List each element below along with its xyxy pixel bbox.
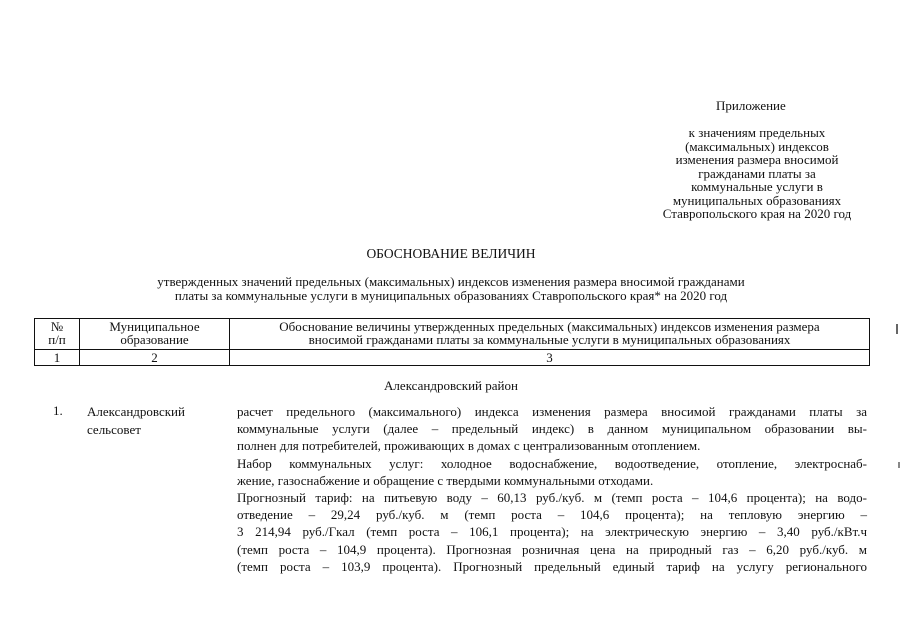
document-subheading <box>0 275 902 302</box>
municipality-line: Александровский <box>87 404 185 419</box>
district-title: Александровский район <box>384 378 518 393</box>
text-line: 3 214,94 руб./Гкал (темп роста – 106,1 процента); на электрическую энергию – 3,40 руб./кВт.ч <box>237 524 867 540</box>
appendix-note-line: коммунальные услуги в <box>691 179 823 194</box>
text-line: Набор коммунальных услуг: холодное водоснабжение, водоотведение, отопление, электроснаб- <box>237 455 867 471</box>
appendix-note-line: (максимальных) индексов <box>685 138 829 154</box>
row-rationale-text <box>237 403 867 575</box>
appendix-title: Приложение <box>716 98 786 113</box>
text-line: (темп роста – 103,9 процента). Прогнозный предельный единый тариф на услугу регионального <box>237 558 867 574</box>
appendix-note-line: изменения размера вносимой <box>675 152 839 167</box>
header-num-line: № <box>50 319 64 334</box>
column-number-row <box>35 350 870 366</box>
header-rationale-line: Обоснование величины утвержденных предельных (максимальных) индексов изменения размера <box>279 319 820 334</box>
appendix-note-line: гражданами платы за <box>698 165 816 181</box>
column-number: 2 <box>80 350 230 366</box>
text-line: отведение – 29,24 руб./куб. м (темп роста – 104,6 процента); на тепловую энергию – <box>237 507 867 523</box>
header-rationale-line: вносимой гражданами платы за коммунальные услуги в муниципальных образованиях <box>308 332 791 347</box>
header-num-line: п/п <box>48 332 66 347</box>
text-line: (темп роста – 104,9 процента). Прогнозная розничная цена на природный газ – 6,20 руб./куб. м <box>237 541 867 557</box>
column-number: 3 <box>230 350 870 366</box>
header-municipality-line: Муниципальное <box>109 319 200 334</box>
appendix-note <box>640 126 874 221</box>
text-line: полнен для потребителей, проживающих в домах с централизованным отоплением. <box>237 438 701 454</box>
header-cell-municipality <box>80 319 230 350</box>
scan-mark <box>896 324 898 334</box>
subheading-line: утвержденных значений предельных (максимальных) индексов изменения размера вносимой гражданами <box>157 274 745 289</box>
scan-mark <box>898 462 900 468</box>
row-municipality <box>87 403 185 439</box>
column-number: 1 <box>35 350 80 366</box>
appendix-note-line: Ставропольского края на 2020 год <box>662 206 852 221</box>
text-line: расчет предельного (максимального) индекса изменения размера вносимой гражданами платы за <box>237 404 867 419</box>
text-line: жение, газоснабжение и обращение с твердыми коммунальными отходами. <box>237 472 654 488</box>
municipality-line: сельсовет <box>87 422 141 437</box>
table-header-row <box>35 319 870 350</box>
header-cell-rationale <box>230 319 870 350</box>
header-municipality-line: образование <box>120 332 189 347</box>
text-line: коммунальные услуги (далее – предельный индекс) в данном муниципальном образовании вы- <box>237 421 867 437</box>
appendix-note-line: к значениям предельных <box>688 125 826 140</box>
header-cell-num <box>35 319 80 350</box>
rationale-table-header <box>34 318 870 366</box>
document-heading: ОБОСНОВАНИЕ ВЕЛИЧИН <box>366 246 536 261</box>
subheading-line: платы за коммунальные услуги в муниципальных образованиях Ставропольского края* на 2020 год <box>174 287 728 303</box>
row-number: 1. <box>53 403 63 418</box>
text-line: Прогнозный тариф: на питьевую воду – 60,13 руб./куб. м (темп роста – 104,6 процента); на водо- <box>237 490 867 506</box>
appendix-note-line: муниципальных образованиях <box>672 192 842 208</box>
